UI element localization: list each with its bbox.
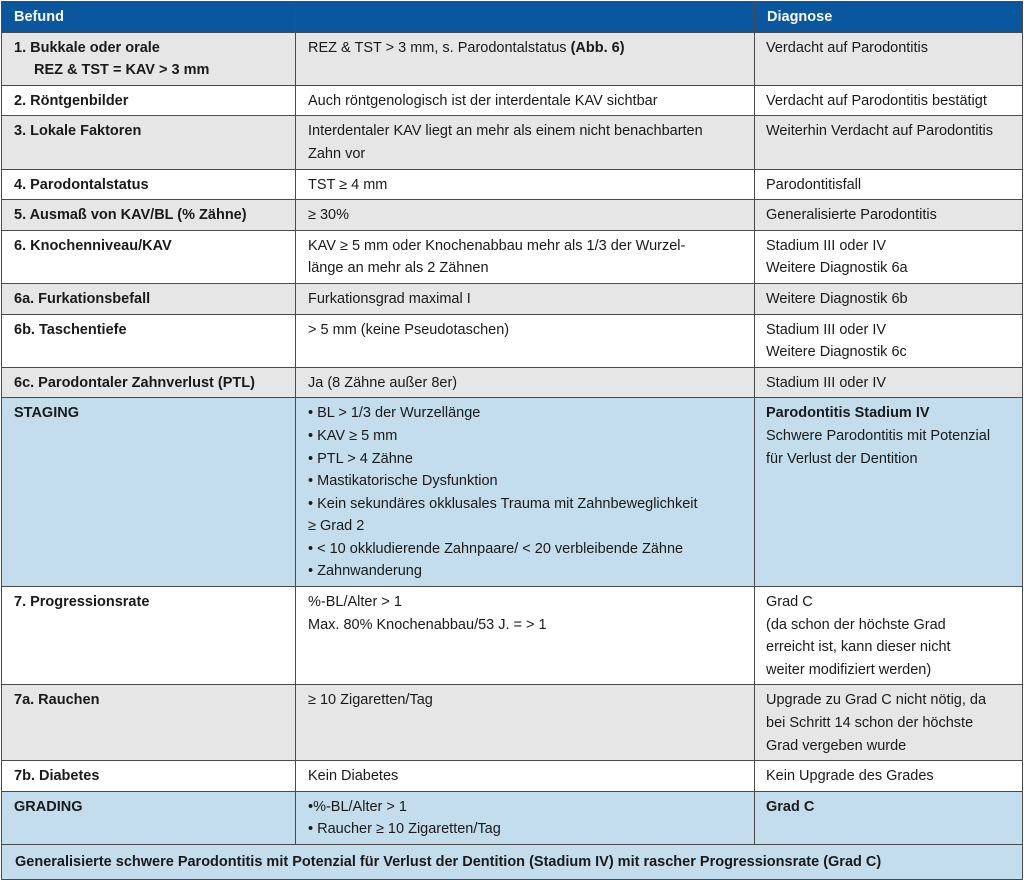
- diagnosis-line: (da schon der höchste Grad: [766, 616, 946, 633]
- row-diagnosis: Weitere Diagnostik 6b: [755, 283, 1023, 314]
- row-finding: Ja (8 Zähne außer 8er): [296, 367, 755, 398]
- row-finding: Kein Diabetes: [296, 761, 755, 792]
- row-label: 2. Röntgenbilder: [2, 85, 296, 116]
- table-row: [2, 32, 1023, 85]
- row-diagnosis: Weiterhin Verdacht auf Parodontitis: [755, 116, 1023, 169]
- grading-label: GRADING: [2, 791, 296, 844]
- table-row: [2, 116, 1023, 169]
- row-label-line: 1. Bukkale oder orale: [14, 39, 160, 56]
- row-diagnosis: Stadium III oder IV: [755, 367, 1023, 398]
- row-finding: [296, 587, 755, 685]
- row-label: [2, 32, 296, 85]
- row-finding: Auch röntgenologisch ist der interdentale KAV sichtbar: [296, 85, 755, 116]
- summary-row: [2, 845, 1023, 880]
- staging-bullet: • Mastikatorische Dysfunktion: [308, 470, 746, 493]
- header-diagnose: Diagnose: [755, 2, 1023, 33]
- row-finding: ≥ 30%: [296, 200, 755, 231]
- table-row: [2, 587, 1023, 685]
- table-row: [2, 761, 1023, 792]
- row-label: 7b. Diabetes: [2, 761, 296, 792]
- finding-line: KAV ≥ 5 mm oder Knochenabbau mehr als 1/3 der Wurzel-: [308, 237, 686, 254]
- diagnosis-line: Grad vergeben wurde: [766, 737, 907, 754]
- diagnosis-line: Upgrade zu Grad C nicht nötig, da: [766, 692, 987, 709]
- row-diagnosis: [755, 685, 1023, 761]
- row-label: 3. Lokale Faktoren: [2, 116, 296, 169]
- staging-bullet: • PTL > 4 Zähne: [308, 448, 746, 471]
- row-diagnosis: Kein Upgrade des Grades: [755, 761, 1023, 792]
- staging-row: [2, 398, 1023, 587]
- diagnosis-table: [1, 1, 1023, 880]
- row-diagnosis: Parodontitisfall: [755, 169, 1023, 200]
- row-diagnosis: [755, 230, 1023, 283]
- staging-diagnosis-title: Parodontitis Stadium IV: [766, 405, 930, 422]
- finding-line: Zahn vor: [308, 145, 366, 162]
- table-header-row: [2, 2, 1023, 33]
- staging-continuation: ≥ Grad 2: [308, 518, 365, 535]
- row-finding: Furkationsgrad maximal I: [296, 283, 755, 314]
- row-diagnosis: Verdacht auf Parodontitis: [755, 32, 1023, 85]
- staging-label: STAGING: [2, 398, 296, 587]
- row-diagnosis: Generalisierte Parodontitis: [755, 200, 1023, 231]
- table-row: [2, 283, 1023, 314]
- staging-diagnosis: [755, 398, 1023, 587]
- row-finding: TST ≥ 4 mm: [296, 169, 755, 200]
- row-label: 5. Ausmaß von KAV/BL (% Zähne): [2, 200, 296, 231]
- diagnosis-line: Stadium III oder IV: [766, 321, 887, 338]
- staging-bullet: • < 10 okkludierende Zahnpaare/ < 20 verbleibende Zähne: [308, 538, 746, 561]
- finding-line: %-BL/Alter > 1: [308, 594, 402, 611]
- grading-diagnosis: Grad C: [755, 791, 1023, 844]
- diagnosis-line: bei Schritt 14 schon der höchste: [766, 715, 974, 732]
- finding-line: Max. 80% Knochenabbau/53 J. = > 1: [308, 616, 547, 633]
- staging-bullet: • BL > 1/3 der Wurzellänge: [308, 402, 746, 425]
- row-label: 6b. Taschentiefe: [2, 314, 296, 367]
- summary-text: Generalisierte schwere Parodontitis mit Potenzial für Verlust der Dentition (Stadium IV) mit rascher Progressionsrate (Grad C): [2, 845, 1023, 880]
- diagnosis-line: Schwere Parodontitis mit Potenzial: [766, 427, 991, 444]
- header-empty: [296, 2, 755, 33]
- row-label: 7a. Rauchen: [2, 685, 296, 761]
- diagnosis-line: für Verlust der Dentition: [766, 450, 918, 467]
- grading-row: [2, 791, 1023, 844]
- row-label: 6c. Parodontaler Zahnverlust (PTL): [2, 367, 296, 398]
- finding-text: REZ & TST > 3 mm, s. Parodontalstatus: [308, 39, 571, 56]
- figure-reference: (Abb. 6): [570, 39, 625, 56]
- row-label: 7. Progressionsrate: [2, 587, 296, 685]
- row-label: 6a. Furkationsbefall: [2, 283, 296, 314]
- header-befund: Befund: [2, 2, 296, 33]
- table-row: [2, 314, 1023, 367]
- row-label-line: REZ & TST = KAV > 3 mm: [34, 62, 210, 79]
- grading-line: •%-BL/Alter > 1: [308, 798, 407, 815]
- diagnosis-line: Weitere Diagnostik 6a: [766, 260, 908, 277]
- diagnosis-line: weiter modifiziert werden): [766, 661, 932, 678]
- row-finding: [296, 32, 755, 85]
- diagnosis-line: Weitere Diagnostik 6c: [766, 344, 907, 361]
- diagnosis-line: Stadium III oder IV: [766, 237, 887, 254]
- staging-bullet: • Zahnwanderung: [308, 560, 746, 583]
- row-finding: [296, 230, 755, 283]
- staging-bullet: • KAV ≥ 5 mm: [308, 425, 746, 448]
- table-row: [2, 230, 1023, 283]
- table-row: [2, 169, 1023, 200]
- row-finding: > 5 mm (keine Pseudotaschen): [296, 314, 755, 367]
- row-diagnosis: [755, 314, 1023, 367]
- finding-line: länge an mehr als 2 Zähnen: [308, 260, 489, 277]
- table-row: [2, 367, 1023, 398]
- row-label: 4. Parodontalstatus: [2, 169, 296, 200]
- row-diagnosis: Verdacht auf Parodontitis bestätigt: [755, 85, 1023, 116]
- row-finding: ≥ 10 Zigaretten/Tag: [296, 685, 755, 761]
- staging-bullet: • Kein sekundäres okklusales Trauma mit Zahnbeweglichkeit: [308, 493, 746, 516]
- diagnosis-line: erreicht ist, kann dieser nicht: [766, 639, 951, 656]
- staging-findings: [296, 398, 755, 587]
- diagnosis-line: Grad C: [766, 594, 813, 611]
- table-row: [2, 200, 1023, 231]
- finding-line: Interdentaler KAV liegt an mehr als einem nicht benachbarten: [308, 123, 703, 140]
- row-label: 6. Knochenniveau/KAV: [2, 230, 296, 283]
- row-finding: [296, 116, 755, 169]
- grading-line: • Raucher ≥ 10 Zigaretten/Tag: [308, 821, 501, 838]
- table-row: [2, 685, 1023, 761]
- table-row: [2, 85, 1023, 116]
- row-diagnosis: [755, 587, 1023, 685]
- grading-findings: [296, 791, 755, 844]
